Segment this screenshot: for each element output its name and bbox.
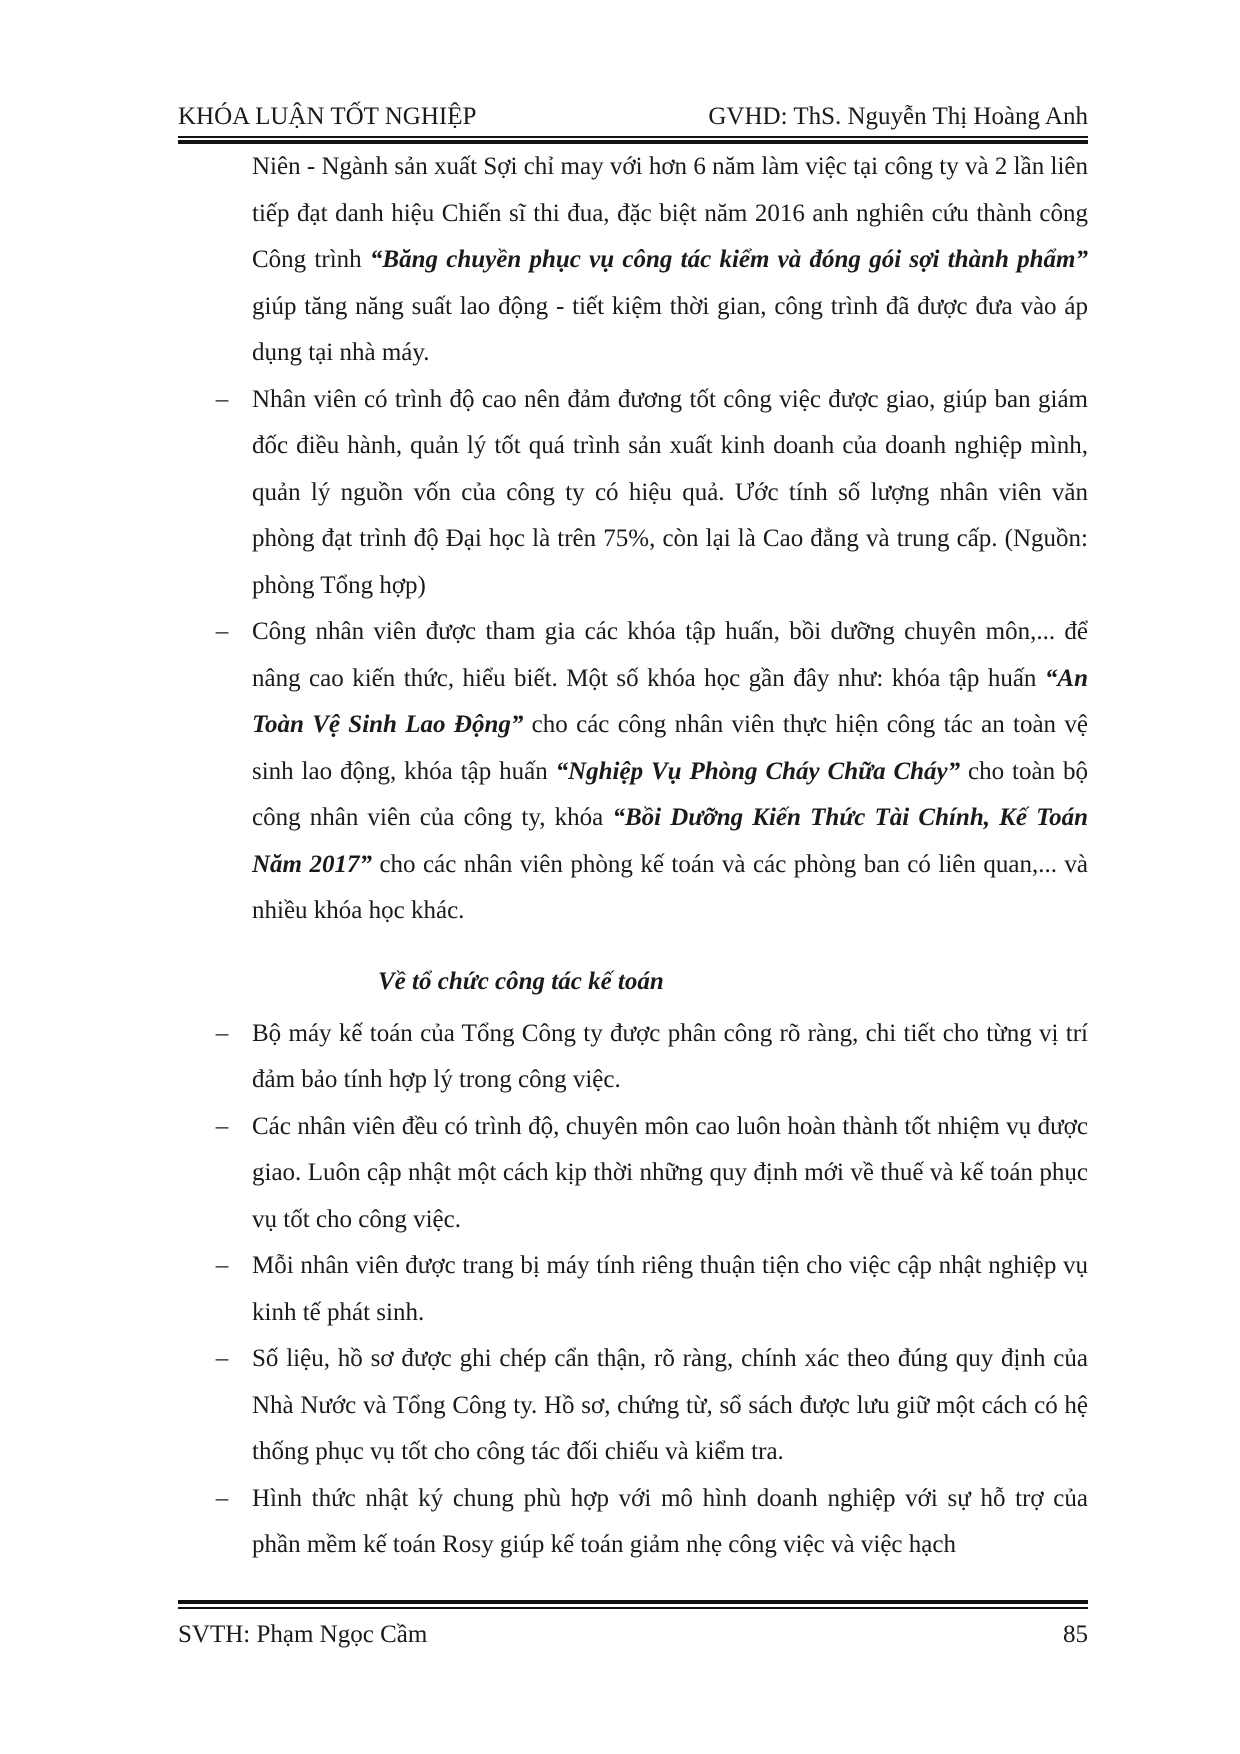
- bullet-staff-skills: – Các nhân viên đều có trình độ, chuyên môn cao luôn hoàn thành tốt nhiệm vụ được giao. Luôn cập nhật một cách kịp thời những quy định mới về thuế và kế toán phục vụ tốt cho công việc.: [178, 1104, 1088, 1244]
- page-number: 85: [1063, 1621, 1088, 1648]
- bullet-dash: –: [215, 1345, 229, 1372]
- bullet-staff-qualification: – Nhân viên có trình độ cao nên đảm đương tốt công việc được giao, giúp ban giám đốc điều hành, quản lý tốt quá trình sản xuất kinh doanh của doanh nghiệp mình, quản lý nguồn vốn của công ty có hiệu quả. Ước tính số lượng nhân viên văn phòng đạt trình độ Đại học là trên 75%, còn lại là Cao đẳng và trung cấp. (Nguồn: phòng Tổng hợp): [178, 377, 1088, 610]
- header-title: KHÓA LUẬN TỐT NGHIỆP: [178, 103, 477, 130]
- page-header: [178, 102, 1088, 132]
- bullet-dash: –: [215, 1484, 229, 1512]
- course-title-safety: “An Toàn Vệ Sinh Lao Động”: [252, 664, 1088, 738]
- bullet-training-courses: – Công nhân viên được tham gia các khóa tập huấn, bồi dưỡng chuyên môn,... để nâng cao kiến thức, hiểu biết. Một số khóa học gần đây như: khóa tập huấn “An Toàn Vệ Sinh Lao Động” cho các công nhân viên thực hiện công tác an toàn vệ sinh lao động, khóa tập huấn “Nghiệp Vụ Phòng Cháy Chữa Cháy” cho toàn bộ công nhân viên của công ty, khóa “Bồi Dưỡng Kiến Thức Tài Chính, Kế Toán Năm 2017” cho các nhân viên phòng kế toán và các phòng ban có liên quan,... và nhiều khóa học khác.: [178, 609, 1088, 935]
- bullet-records: – Số liệu, hồ sơ được ghi chép cẩn thận, rõ ràng, chính xác theo đúng quy định của Nhà Nước và Tổng Công ty. Hồ sơ, chứng từ, sổ sách được lưu giữ một cách có hệ thống phục vụ tốt cho công tác đối chiếu và kiểm tra.: [178, 1336, 1088, 1476]
- bullet-computers: – Mỗi nhân viên được trang bị máy tính riêng thuận tiện cho việc cập nhật nghiệp vụ kinh tế phát sinh.: [178, 1243, 1088, 1336]
- bullet-accounting-structure: – Bộ máy kế toán của Tổng Công ty được phân công rõ ràng, chi tiết cho từng vị trí đảm bảo tính hợp lý trong công việc.: [178, 1011, 1088, 1104]
- bullet-dash: –: [215, 1112, 229, 1140]
- footer-rule-thick: [178, 1600, 1088, 1604]
- footer-rule-thin: [178, 1607, 1088, 1609]
- document-body: [178, 144, 1088, 1569]
- bullet-journal-software: – Hình thức nhật ký chung phù hợp với mô hình doanh nghiệp với sự hỗ trợ của phần mềm kế toán Rosy giúp kế toán giảm nhẹ công việc và việc hạch: [178, 1476, 1088, 1569]
- bullet-dash: –: [215, 618, 229, 645]
- section-heading: Về tổ chức công tác kế toán: [378, 967, 664, 995]
- header-advisor: GVHD: ThS. Nguyễn Thị Hoàng Anh: [708, 103, 1088, 130]
- continuation-paragraph: Niên - Ngành sản xuất Sợi chỉ may với hơn 6 năm làm việc tại công ty và 2 lần liên tiếp đạt danh hiệu Chiến sĩ thi đua, đặc biệt năm 2016 anh nghiên cứu thành công Công trình “Băng chuyền phục vụ công tác kiểm và đóng gói sợi thành phẩm” giúp tăng năng suất lao động - tiết kiệm thời gian, công trình đã được đưa vào áp dụng tại nhà máy.: [252, 153, 1088, 366]
- project-title: “Băng chuyền phục vụ công tác kiểm và đóng gói sợi thành phẩm”: [369, 246, 1088, 273]
- bullet-dash: –: [215, 1019, 229, 1047]
- header-rule-thin: [178, 136, 1088, 138]
- course-title-finance: “Bồi Dưỡng Kiến Thức Tài Chính, Kế Toán Năm 2017”: [252, 804, 1088, 878]
- bullet-dash: –: [215, 385, 229, 413]
- bullet-dash: –: [215, 1252, 229, 1279]
- page-footer: [178, 1620, 1088, 1650]
- course-title-fire: “Nghiệp Vụ Phòng Cháy Chữa Cháy”: [555, 757, 961, 785]
- footer-author: SVTH: Phạm Ngọc Cầm: [178, 1621, 428, 1648]
